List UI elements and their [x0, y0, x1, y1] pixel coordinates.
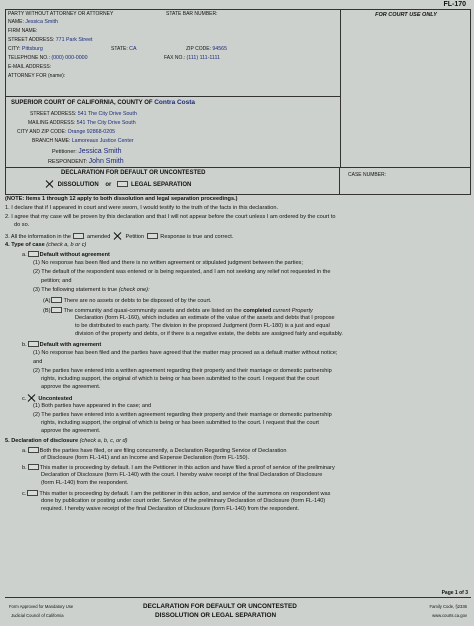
form-number: FL-170: [443, 1, 466, 8]
court-mailing-field[interactable]: 541 The City Drive South: [76, 120, 136, 126]
item-5b-line3: (form FL-140) from the respondent.: [41, 480, 129, 486]
item-4b1: (1) No response has been filed and the parties have agreed that the matter may proceed as a default matter without notice;: [33, 350, 338, 356]
response-checkbox[interactable]: [147, 233, 158, 239]
fax-label: FAX NO.:: [164, 55, 186, 61]
case-number-label: CASE NUMBER:: [348, 172, 387, 178]
item-4c2-line1: (2) The parties have entered into a written agreement regarding their property and their marriage or domestic partnership: [33, 412, 332, 418]
city-label: CITY:: [8, 46, 21, 52]
item-4a3: (3) The following statement is true (check one):: [33, 287, 150, 293]
item-5c-line3: required. I hereby waive receipt of the final Declaration of Disclosure (form FL-140) from the respondent.: [41, 506, 300, 512]
item-4c: c. Uncontested: [22, 396, 73, 402]
item-4b2-line1: (2) The parties have entered into a written agreement regarding their property and their marriage or domestic partnership: [33, 368, 332, 374]
item-4aA: (A) There are no assets or debts to be disposed of by the court.: [43, 298, 212, 304]
item-5c: c. This matter is proceeding by default. I am the petitioner in this action, and service of the summons on respondent was: [22, 491, 331, 497]
email-label: E-MAIL ADDRESS:: [8, 64, 52, 70]
footer-code: Family Code, §2336: [429, 604, 467, 609]
court-branch-field[interactable]: Lamoreaux Justice Center: [71, 138, 134, 144]
default-with-agreement-checkbox[interactable]: [28, 341, 39, 347]
court-mailing-label: MAILING ADDRESS:: [28, 120, 76, 126]
state-label: STATE:: [111, 46, 128, 52]
petitioner-field[interactable]: Jessica Smith: [78, 148, 122, 155]
default-without-agreement-checkbox[interactable]: [28, 251, 39, 257]
item-3: 3. All the information in the amended Petition Response is true and correct.: [5, 234, 234, 240]
respondent-field[interactable]: John Smith: [88, 158, 124, 165]
caption-block: [5, 168, 340, 195]
no-assets-checkbox[interactable]: [51, 297, 62, 303]
item-4a: a. Default without agreement: [22, 252, 110, 258]
footer-council: Judicial Council of California: [11, 613, 64, 618]
legal-separation-label: LEGAL SEPARATION: [131, 182, 192, 188]
county-field[interactable]: Contra Costa: [154, 99, 196, 106]
item-4b2-line2: rights, including support, the original of which is being or has been submitted to the court. I request that the court: [41, 376, 319, 382]
dissolution-label: DISSOLUTION: [57, 182, 99, 188]
court-cityzip-field[interactable]: Orange 92868-0205: [67, 129, 116, 135]
court-cityzip-label: CITY AND ZIP CODE:: [17, 129, 67, 135]
court-branch-label: BRANCH NAME:: [32, 138, 71, 144]
amended-checkbox[interactable]: [73, 233, 84, 239]
zip-label: ZIP CODE:: [186, 46, 211, 52]
item-5b: b. This matter is proceeding by default. I am the Petitioner in this action and have filed a proof of service of the preliminary: [22, 465, 335, 471]
item-5a-line2: of Disclosure (form FL-141) and an Income and Expense Declaration (form FL-150).: [41, 455, 249, 461]
item-4a1: (1) No response has been filed and there is no written agreement or stipulated judgment between the parties;: [33, 260, 303, 266]
item-2-line2: do so.: [14, 222, 30, 228]
case-number-block: [340, 168, 471, 195]
footer-website[interactable]: www.courts.ca.gov: [432, 613, 467, 618]
respondent-label: RESPONDENT:: [48, 159, 88, 165]
assets-listed-checkbox[interactable]: [51, 307, 62, 313]
court-street-label: STREET ADDRESS:: [30, 111, 77, 117]
or-label: or: [105, 182, 112, 188]
item-4b-and: and: [33, 359, 43, 365]
item-4c2-line2: rights, including support, the original of which is being or has been submitted to the court. I request that the court: [41, 420, 319, 426]
disclosure-b-checkbox[interactable]: [28, 464, 39, 470]
item-1: 1. I declare that if I appeared in court and were sworn, I would testify to the truth of the facts in this declaration.: [5, 205, 278, 211]
party-block: [6, 10, 341, 96]
item-4aB: (B) The community and quasi-community assets and debts are listed on the completed current Property: [43, 308, 313, 314]
petition-checkbox[interactable]: [113, 232, 123, 239]
court-title: SUPERIOR COURT OF CALIFORNIA, COUNTY OF: [11, 100, 153, 106]
telephone-field[interactable]: (000) 000-0000: [51, 55, 88, 61]
name-label: NAME:: [8, 19, 24, 25]
footer-title-1: DECLARATION FOR DEFAULT OR UNCONTESTED: [143, 603, 297, 610]
item-4b2-line3: approve the agreement.: [41, 384, 101, 390]
petitioner-label: Petitioner:: [52, 149, 77, 155]
item-4aB-line4: division of the property and debts, or if there is a negative estate, the debts are assigned fairly and equitably.: [75, 331, 343, 337]
item-4a2-line2: petition; and: [41, 278, 72, 284]
disclosure-a-checkbox[interactable]: [28, 447, 39, 453]
state-bar-label: STATE BAR NUMBER:: [166, 11, 218, 17]
attorney-for-label: ATTORNEY FOR (name):: [8, 73, 66, 79]
footer: [5, 597, 471, 626]
party-label: PARTY WITHOUT ATTORNEY OR ATTORNEY: [8, 11, 114, 17]
fax-field[interactable]: (111) 111-1111: [186, 55, 220, 61]
city-field[interactable]: Pittsburg: [21, 46, 43, 52]
item-4aB-line3: to be distributed to each party. The division in the proposed Judgment (form FL-180) is a just and equal: [75, 323, 330, 329]
street-label: STREET ADDRESS:: [8, 37, 55, 43]
name-field[interactable]: Jessica Smith: [25, 19, 58, 25]
caption-title: DECLARATION FOR DEFAULT OR UNCONTESTED: [61, 170, 206, 176]
item-2-line1: 2. I agree that my case will be proven by this declaration and that I will not appear before the court unless I am ordered by the court to: [5, 214, 336, 220]
disclosure-c-checkbox[interactable]: [27, 490, 38, 496]
telephone-label: TELEPHONE NO.:: [8, 55, 50, 61]
page-number: Page 1 of 3: [441, 590, 468, 596]
item-4-heading: 4. Type of case (check a, b or c): [5, 242, 87, 248]
note-text: (NOTE: Items 1 through 12 apply to both dissolution and legal separation proceedings.): [5, 196, 238, 202]
item-4aB-line2: Declaration (form FL-160), which includes an estimate of the value of the assets and debts that I propose: [75, 315, 335, 321]
court-use-block: [341, 10, 471, 96]
state-field[interactable]: CA: [129, 46, 137, 52]
item-5-heading: 5. Declaration of disclosure (check a, b, c, or d): [5, 438, 128, 444]
legal-separation-checkbox[interactable]: [117, 181, 128, 187]
dissolution-checkbox[interactable]: [45, 180, 55, 187]
item-4c1: (1) Both parties have appeared in the case; and: [33, 403, 152, 409]
court-use-label: FOR COURT USE ONLY: [375, 12, 437, 18]
item-4a2-line1: (2) The default of the respondent was entered or is being requested, and I am not seeking any relief not requested in the: [33, 269, 331, 275]
item-5c-line2: done by publication or posting under court order. Service of the preliminary Declaration of Disclosure (form FL-140): [41, 498, 326, 504]
item-4b: b. Default with agreement: [22, 342, 102, 348]
firm-label: FIRM NAME:: [8, 28, 38, 34]
zip-field[interactable]: 94565: [212, 46, 228, 52]
uncontested-checkbox[interactable]: [27, 394, 37, 401]
footer-title-2: DISSOLUTION OR LEGAL SEPARATION: [155, 612, 277, 619]
court-street-field[interactable]: 541 The City Drive South: [77, 111, 137, 117]
header-section: [5, 9, 471, 168]
footer-approved: Form Approved for Mandatory Use: [9, 604, 74, 609]
item-4c2-line3: approve the agreement.: [41, 428, 101, 434]
court-block: [6, 96, 341, 168]
item-5a: a. Both the parties have filed, or are filing concurrently, a Declaration Regarding Service of Declaration: [22, 448, 287, 454]
street-field[interactable]: 771 Park Street: [55, 37, 93, 43]
item-5b-line2: Declaration of Disclosure (form FL-140) with the court. I hereby waive receipt of the final Declaration of Disclosure: [41, 472, 323, 478]
